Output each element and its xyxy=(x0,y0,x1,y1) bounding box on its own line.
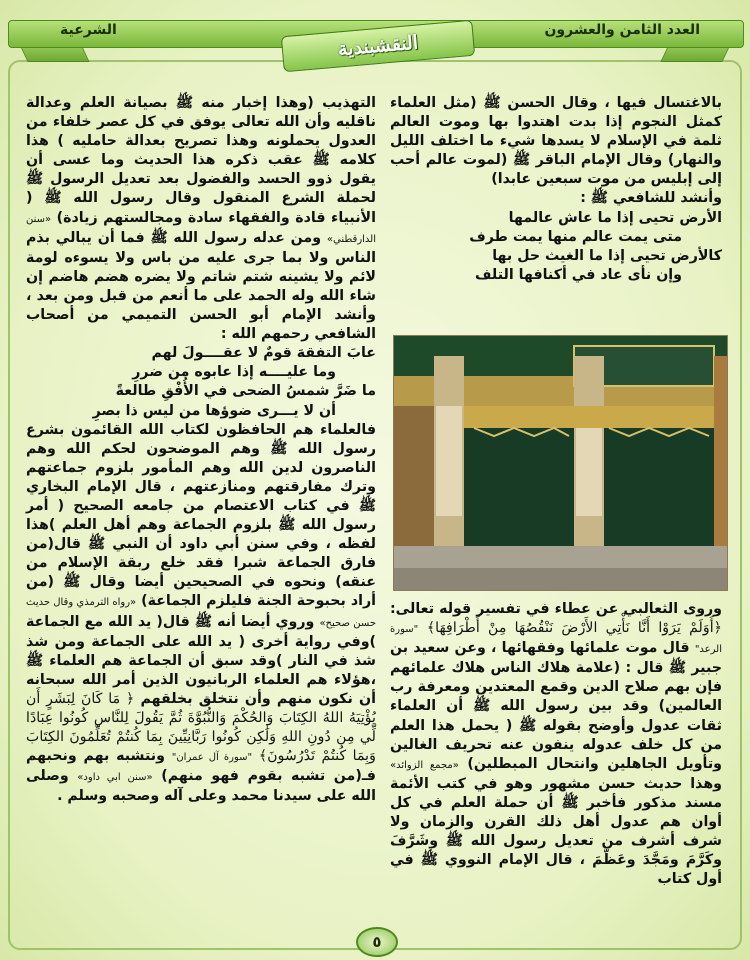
text-run: ونتشبه بهم ونحبهم فـ(من تشبه بقوم فهو منهم) xyxy=(26,748,376,785)
poem-line: الأرض تحيى إذا ما عاش عالمها xyxy=(508,209,722,226)
left-column xyxy=(26,94,376,806)
reference: "سورة الرعد" xyxy=(390,624,722,656)
paragraph xyxy=(26,94,376,344)
quran-verse: ﴿ مَا كَانَ لِبَشَرٍ أَن يُؤْتِيَهُ اللهُ الكِتَابَ وَالحُكْمَ وَالنُّبُوَّةَ ثُمَّ يَقُولَ لِلنَّاسِ كُونُوا عِبَادًا لِّي مِن دُونِ اللهِ وَلَٰكِن كُونُوا رَبَّانِيِّينَ بِمَا كُنتُمْ تُعَلِّمُونَ الكِتَابَ وَبِمَا كُنتُمْ تَدْرُسُونَ﴾ xyxy=(26,690,376,765)
text-run: وصلى الله على سيدنا محمد وعلى آله وصحبه وسلم . xyxy=(26,768,376,805)
reference: «رواه الترمذي وقال حديث حسن صحيح» xyxy=(26,597,376,629)
reference: «مجمع الزوائد» xyxy=(390,759,459,771)
issue-label: العدد الثامن والعشرون xyxy=(544,22,700,38)
poem-line: وما عليــــه إذا عابوه من ضررِ xyxy=(132,364,336,381)
right-column-bottom xyxy=(390,600,722,889)
text-run: وروى الثعالبي عن عطاء في تفسير قوله تعالى: xyxy=(390,601,722,617)
text-run: وهذا حديث حسن مشهور وهو في كتب الأئمة مسند مذكور فأخبر ﷺ أن حملة العلم في كل أوان هم عدول أهل ذلك القرن والزمان ولا شرف أشرف من تعديل رسول الله ﷺ وشَرَّفَ وكَرَّمَ ومَجَّدَ وعَظَّمَ ، قال الإمام النووي ﷺ في أول كتاب xyxy=(390,775,722,888)
poem-line: ما ضَرَّ شمسُ الضحى في الأُفْقِ طالعةً xyxy=(115,383,376,400)
paragraph xyxy=(390,600,722,889)
quran-verse: ﴿أَوَلَمْ يَرَوْا أَنَّا نَأْتِي الأَرْضَ نَنْقُصُهَا مِنْ أَطْرَافِهَا﴾ xyxy=(426,620,722,637)
text-run: قال موت علمائها وفقهائها ، وعن سعيد بن جبير ﷺ قال : (علامة هلاك الناس هلاك علمائهم فإن بهم صلاح الدين وقمع المعتدين ومعرفة رب العالمين) وقد بين رسول الله ﷺ أن العلماء ثقات عدول وأوضح بقوله ﷺ ( يحمل هذا العلم من كل خلف عدوله ينفون عنه تحريف الغالين وتأويل الجاهلين وانتحال المبطلين) xyxy=(390,640,722,772)
text-run: وروي أيضا أنه ﷺ قال( يد الله مع الجماعة )وفي رواية أخرى ( يد الله على الجماعة ومن شذ شذ في النار )وقد سبق أن الجماعة هم العلماء ﷺ ،هؤلاء هم العلماء الربانيون الذين أمر الله سبحانه أن نكون منهم وأن نتخلق بخلقهم xyxy=(26,613,376,707)
section-label: الشرعية xyxy=(60,22,117,38)
paragraph xyxy=(26,421,376,807)
mosque-interior-photo xyxy=(393,335,728,591)
reference: «سنن ابي داود» xyxy=(77,772,153,784)
reference: «سنن الدارقطني» xyxy=(26,213,376,245)
paragraph: وأنشد للشافعي ﷺ : xyxy=(580,190,722,207)
reference: "سورة آل عمران" xyxy=(171,752,253,764)
text-run: فالعلماء هم الحافظون لكتاب الله القائمون بشرع رسول الله ﷺ وهم الموضحون لحكم الله وهم الناصرون لدين الله وهم المأمور بلزوم جماعتهم وترك مفارقتهم ومنازعتهم ، قال الإمام البخاري ﷺ في كتاب الاعتصام من جامعه الصحيح ( أمر رسول الله ﷺ بلزوم الجماعة وهم أهل العلم )هذا لفظه ، وفي سنن أبي داود أن النبي ﷺ قال(من فارق الجماعة شبرا فقد خلع ربقة الإسلام من عنقه) ونحوه في الصحيحين أيضا وقال ﷺ (من أراد بحبوحة الجنة فليلزم الجماعة) xyxy=(26,421,376,610)
poem xyxy=(390,209,722,285)
magazine-title: النقشبندية xyxy=(337,31,419,61)
poem-line: وإن نأى عاد في أكنافها التلف xyxy=(475,266,682,283)
paragraph: بالاغتسال فيها ، وقال الحسن ﷺ (مثل العلماء كمثل النجوم إذا بدت اهتدوا بها وموت العالم ثلمة في الإسلام لا يسدها شيء ما اختلف الليل والنهار) وقال الإمام الباقر ﷺ (لموت عالم أحب إلى إبليس من موت سبعين عابدا) xyxy=(390,95,722,188)
poem-line: متى يمت عالم منها يمت طرف xyxy=(469,228,682,245)
poem-line: كالأرض تحيى إذا ما الغيث حل بها xyxy=(492,247,722,264)
poem xyxy=(26,344,376,420)
poem-line: أن لا يـــرى ضوؤها من ليس ذا بصرِ xyxy=(92,402,336,419)
text-run: ومن عدله رسول الله ﷺ فما أن يبالي بذم الناس ولا بما جرى عليه من باس ولا يسوءه لومة لائم ولا يشينه شتم شاتم ولا يضره هضم هاضم إن شاء الله وله الحمد على ما أنعم من قبل ومن بعد ، وأنشد الإمام أبو الحسن التميمي من أصحاب الشافعي رحمهم الله : xyxy=(26,229,376,343)
page-number: ٥ xyxy=(356,927,398,957)
photo-illustration xyxy=(394,336,727,590)
text-run: التهذيب (وهذا إخبار منه ﷺ بصيانة العلم وعدالة ناقليه وأن الله تعالى يوفق في كل عصر خلفاء من العدول يحملونه وهذا تصريح بعدالة حامليه ) هذا كلامه ﷺ عقب ذكره هذا الحديث وما عسى أن يقول ذوو الحسد والفضول بعد تعديل الرسول ﷺ لحملة الشرع المنقول وقال رسول الله ﷺ ( الأنبياء قادة والفقهاء سادة ومجالستهم زيادة) xyxy=(26,95,376,226)
right-column-top xyxy=(390,94,722,285)
poem-line: عابَ التفقهَ قومٌ لا عقــــولَ لهم xyxy=(151,345,376,362)
